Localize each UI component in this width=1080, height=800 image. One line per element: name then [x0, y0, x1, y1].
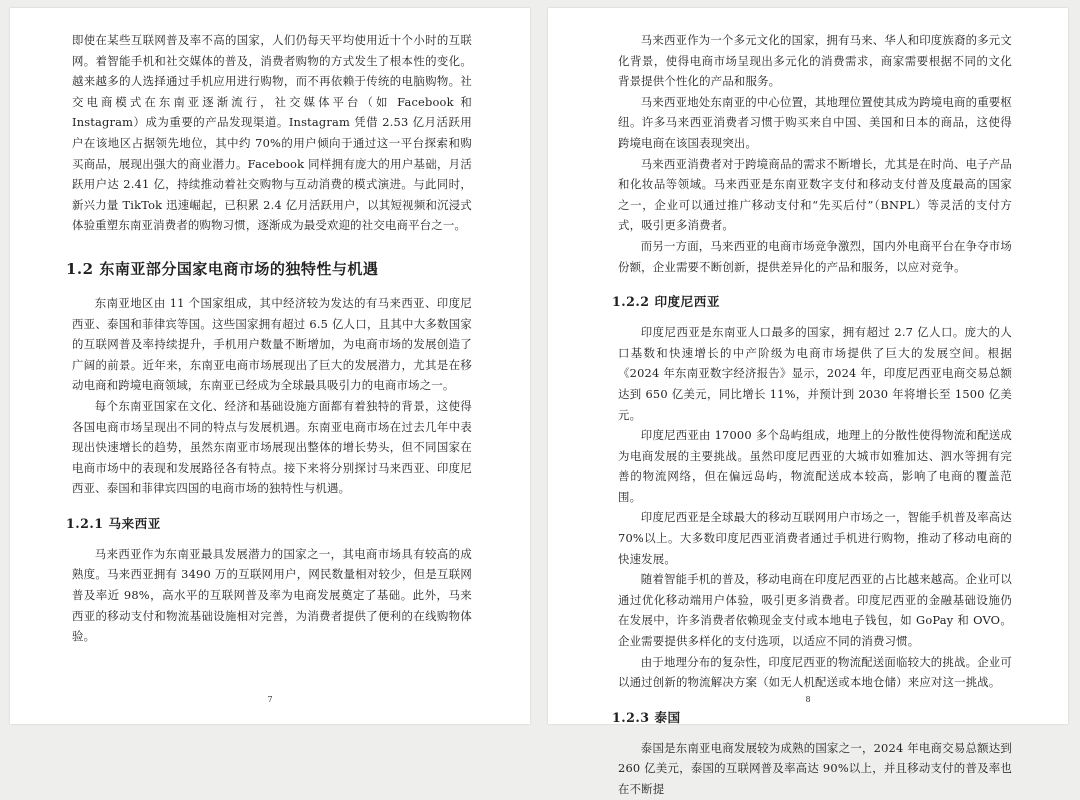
paragraph: 马来西亚作为东南亚最具发展潜力的国家之一，其电商市场具有较高的成熟度。马来西亚拥有 3490 万的互联网用户，网民数量相对较少，但是互联网普及率近 98%，高水平的互联网普及率为电商发展奠定了基础。此外，马来西亚的移动支付和物流基础设施相对完善，为消费者提供了便利的在线购物体验。 [72, 546, 472, 644]
subsection-heading: 1.2.3 泰国 [612, 709, 681, 725]
paragraph: 马来西亚作为一个多元文化的国家，拥有马来、华人和印度族裔的多元文化背景，使得电商市场呈现出多元化的消费需求，商家需要根据不同的文化背景提供个性化的产品和服务。 [618, 33, 1012, 89]
paragraph: 马来西亚地处东南亚的中心位置，其地理位置使其成为跨境电商的重要枢纽。许多马来西亚消费者习惯于购买来自中国、美国和日本的商品，这使得跨境电商在该国表现突出。 [618, 94, 1012, 150]
page-right [548, 8, 1068, 796]
paragraph: 东南亚地区由 11 个国家组成，其中经济较为发达的有马来西亚、印度尼西亚、泰国和菲律宾等国。这些国家拥有超过 6.5 亿人口，且其中大多数国家的互联网普及率持续提升，手机用户数量不断增加，为电商市场的发展创造了广阔的前景。近年来，东南亚电商市场展现出了巨大的发展潜力，尤其是在移动电商和跨境电商领域，东南亚已经成为全球最具吸引力的电商市场之一。 [72, 295, 472, 393]
paragraph: 即使在某些互联网普及率不高的国家，人们仍每天平均使用近十个小时的互联网。着智能手机和社交媒体的普及，消费者购物的方式发生了根本性的变化。越来越多的人选择通过手机应用进行购物，而不再依赖于传统的电脑购物。社交电商模式在东南亚逐渐流行，社交媒体平台（如 Facebook 和 Instagram）成为重要的产品发现渠道。Instagram 凭借 2.53 亿月活跃用户在该地区占据领先地位，其中约 70%的用户倾向于通过这一平台探索和购买商品，展现出强大的商业潜力。Facebook 同样拥有庞大的用户基础，月活跃用户达 2.41 亿，持续推动着社交购物与互动消费的模式演进。与此同时，新兴力量 TikTok 迅速崛起，已积累 2.4 亿月活跃用户，以其短视频和沉浸式体验重塑东南亚消费者的购物习惯，逐渐成为最受欢迎的社交电商平台之一。 [72, 33, 472, 233]
paragraph: 随着智能手机的普及，移动电商在印度尼西亚的占比越来越高。企业可以通过优化移动端用户体验，吸引更多消费者。印度尼西亚的金融基础设施仍在发展中，许多消费者依赖现金支付或本地电子钱包，如 GoPay 和 OVO。企业需要提供多样化的支付选项，以适应不同的消费习惯。 [618, 572, 1012, 649]
paragraph: 印度尼西亚由 17000 多个岛屿组成，地理上的分散性使得物流和配送成为电商发展的主要挑战。虽然印度尼西亚的大城市如雅加达、泗水等拥有完善的物流网络，但在偏远岛屿，物流配送成本较高，影响了电商的覆盖范围。 [618, 428, 1012, 504]
subsection-heading: 1.2.2 印度尼西亚 [612, 294, 720, 310]
paragraph: 每个东南亚国家在文化、经济和基础设施方面都有着独特的背景，这使得各国电商市场呈现出不同的特点与发展机遇。东南亚电商市场在过去几年中表现出快速增长的趋势，虽然东南亚市场展现出整体的增长势头，但不同国家在电商市场中的表现和发展路径各有特点。接下来将分别探讨马来西亚、印度尼西亚、泰国和菲律宾四国的电商市场的独特性与机遇。 [72, 398, 472, 496]
page-number: 7 [267, 695, 273, 704]
paragraph: 马来西亚消费者对于跨境商品的需求不断增长，尤其是在时尚、电子产品和化妆品等领域。马来西亚是东南亚数字支付和移动支付普及度最高的国家之一，企业可以通过推广移动支付和“先买后付”（BNPL）等灵活的支付方式，吸引更多消费者。 [618, 156, 1012, 233]
paragraph: 由于地理分布的复杂性，印度尼西亚的物流配送面临较大的挑战。企业可以通过创新的物流解决方案（如无人机配送或本地仓储）来应对这一挑战。 [618, 654, 1012, 690]
paragraph: 而另一方面，马来西亚的电商市场竞争激烈，国内外电商平台在争夺市场份额，企业需要不断创新，提供差异化的产品和服务，以应对竞争。 [618, 238, 1012, 274]
paragraph: 泰国是东南亚电商发展较为成熟的国家之一，2024 年电商交易总额达到 260 亿美元，泰国的互联网普及率高达 90%以上，并且移动支付的普及率也在不断提 [618, 740, 1012, 796]
paragraph: 印度尼西亚是全球最大的移动互联网用户市场之一，智能手机普及率高达 70%以上。大多数印度尼西亚消费者通过手机进行购物，推动了移动电商的快速发展。 [618, 510, 1012, 566]
section-heading: 1.2 东南亚部分国家电商市场的独特性与机遇 [66, 259, 379, 278]
paragraph: 印度尼西亚是东南亚人口最多的国家，拥有超过 2.7 亿人口。庞大的人口基数和快速增长的中产阶级为电商市场提供了巨大的发展空间。根据《2024 年东南亚数字经济报告》显示，2024 年，印度尼西亚电商交易总额达到 650 亿美元，同比增长 11%，并预计到 2030 年将增长至 1500 亿美元。 [618, 325, 1012, 422]
subsection-heading: 1.2.1 马来西亚 [66, 515, 161, 531]
page-number: 8 [805, 695, 811, 704]
page-left [10, 8, 530, 724]
